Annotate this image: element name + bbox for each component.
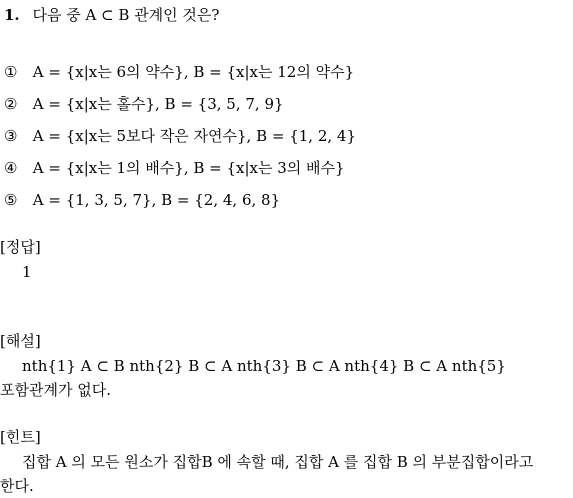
- choice-marker: ⑤: [4, 191, 18, 209]
- choice-text: A = {x|x는 1의 배수}, B = {x|x는 3의 배수}: [32, 159, 345, 177]
- choice-text: A = {x|x는 6의 약수}, B = {x|x는 12의 약수}: [32, 63, 355, 81]
- hint-text: 집합 A 의 모든 원소가 집합B 에 속할 때, 집합 A 를 집합 B 의 부분집합이라고 한다.: [0, 453, 534, 495]
- question-number: 1.: [4, 6, 20, 24]
- choice-marker: ②: [4, 95, 18, 113]
- choice-1[interactable]: [4, 60, 569, 92]
- choice-text: A = {x|x는 5보다 작은 자연수}, B = {1, 2, 4}: [32, 127, 356, 145]
- choice-text: A = {x|x는 홀수}, B = {3, 5, 7, 9}: [32, 95, 284, 113]
- hint-label: [힌트]: [0, 428, 41, 446]
- explanation-label: [해설]: [0, 332, 41, 350]
- choice-marker: ①: [4, 63, 18, 81]
- choice-marker: ③: [4, 127, 18, 145]
- answer-label: [정답]: [0, 238, 41, 256]
- explanation-text: nth{1} A ⊂ B nth{2} B ⊂ A nth{3} B ⊂ A nth{4} B ⊂ A nth{5} 포함관계가 없다.: [0, 357, 506, 399]
- question: [4, 4, 219, 25]
- choice-4[interactable]: [4, 156, 569, 188]
- answer-value: 1: [22, 263, 32, 281]
- choice-marker: ④: [4, 159, 18, 177]
- question-text: 다음 중 A ⊂ B 관계인 것은?: [32, 6, 220, 24]
- choice-text: A = {1, 3, 5, 7}, B = {2, 4, 6, 8}: [32, 191, 281, 209]
- choice-3[interactable]: [4, 124, 569, 156]
- choice-list: [4, 60, 569, 220]
- choice-5[interactable]: [4, 188, 569, 220]
- choice-2[interactable]: [4, 92, 569, 124]
